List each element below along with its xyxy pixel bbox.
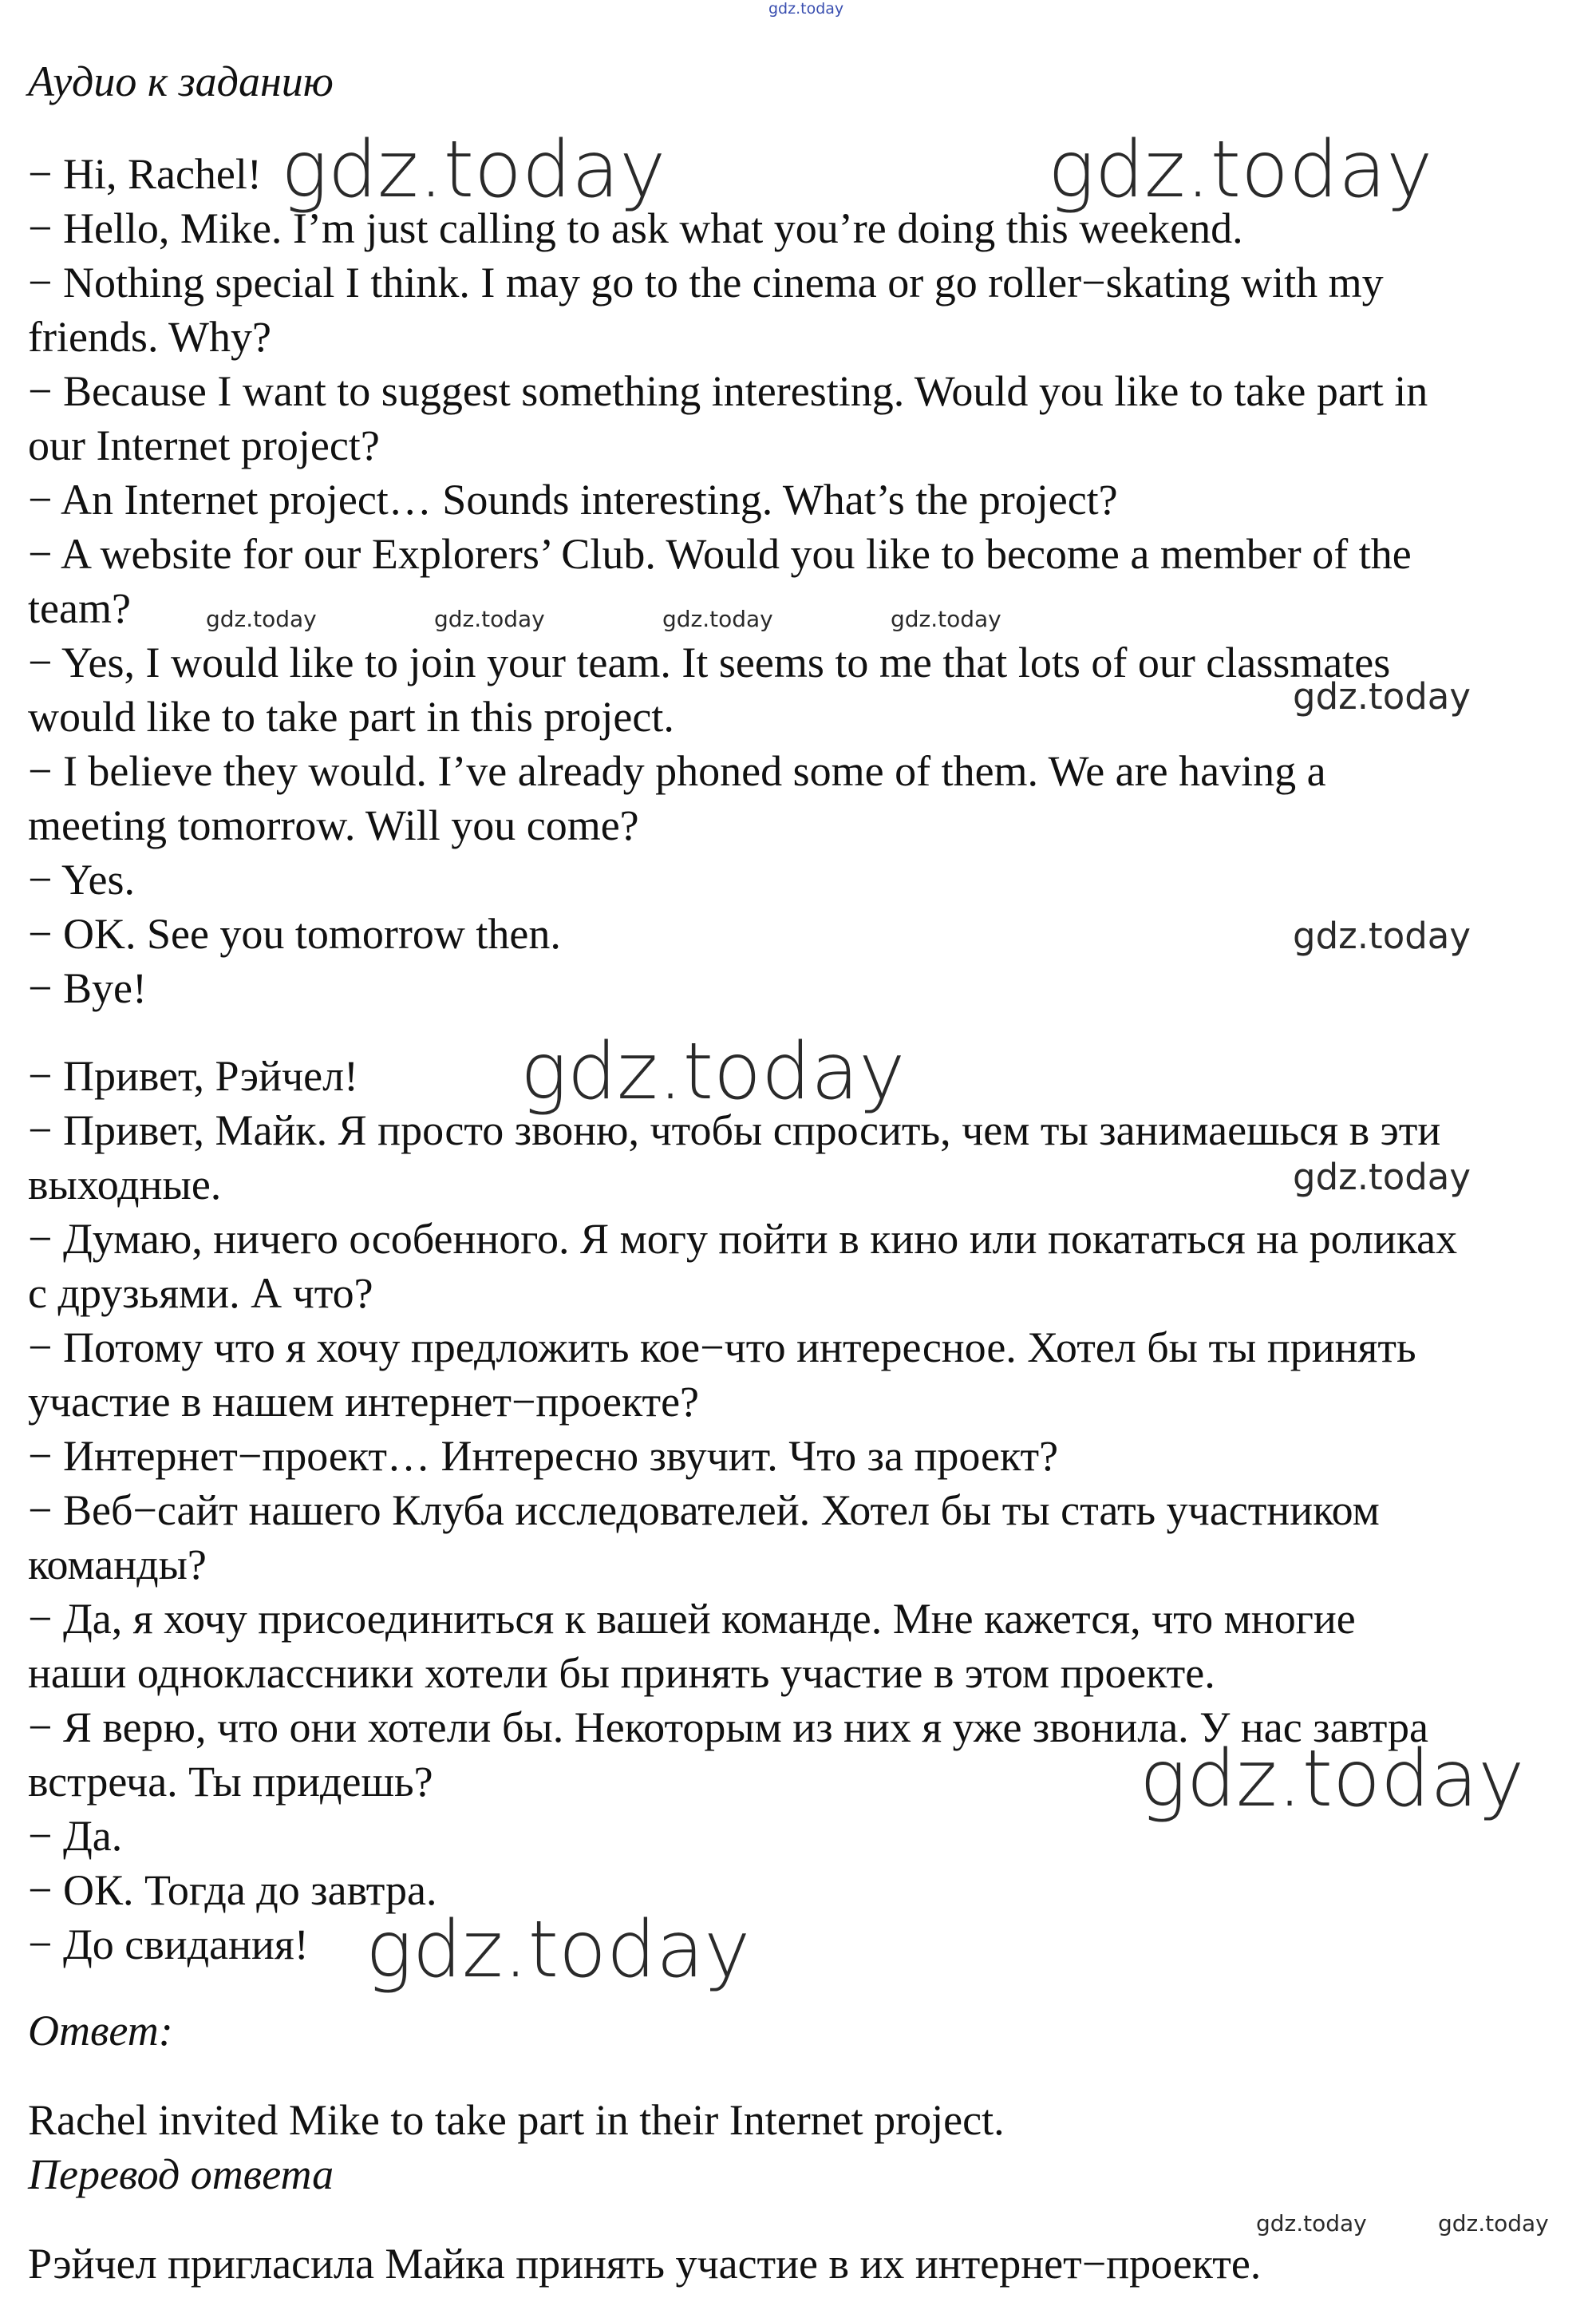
dialogue-line-ru: − Да, я хочу присоединиться к вашей команде. Мне кажется, что многие xyxy=(28,1595,1356,1643)
dialogue-line-en: meeting tomorrow. Will you come? xyxy=(28,801,639,849)
watermark: gdz.today xyxy=(520,1026,906,1117)
dialogue-line-en: − I believe they would. I’ve already phoned some of them. We are having a xyxy=(28,747,1326,795)
dialogue-line-en: − Because I want to suggest something interesting. Would you like to take part in xyxy=(28,367,1428,415)
dialogue-line-ru: − Да. xyxy=(28,1812,123,1860)
dialogue-line-en: our Internet project? xyxy=(28,421,380,469)
dialogue-line-ru: − Думаю, ничего особенного. Я могу пойти в кино или покататься на роликах xyxy=(28,1215,1458,1263)
translation-text: Рэйчел пригласила Майка принять участие в их интернет−проекте. xyxy=(28,2240,1262,2288)
dialogue-line-ru: с друзьями. А что? xyxy=(28,1269,373,1317)
watermark: gdz.today xyxy=(206,606,317,632)
watermark: gdz.today xyxy=(1293,1156,1472,1198)
dialogue-line-ru: − Интернет−проект… Интересно звучит. Что за проект? xyxy=(28,1432,1059,1480)
dialogue-line-en: − OK. See you tomorrow then. xyxy=(28,910,561,958)
dialogue-line-en: − A website for our Explorers’ Club. Would you like to become a member of the xyxy=(28,530,1412,578)
dialogue-line-ru: участие в нашем интернет−проекте? xyxy=(28,1378,700,1426)
watermark: gdz.today xyxy=(365,1904,751,1995)
watermark: gdz.today xyxy=(1438,2210,1549,2237)
watermark: gdz.today xyxy=(662,606,773,632)
dialogue-line-en: team? xyxy=(28,584,131,632)
dialogue-line-ru: − Потому что я хочу предложить кое−что интересное. Хотел бы ты принять xyxy=(28,1323,1416,1371)
translation-label: Перевод ответа xyxy=(28,2150,334,2198)
dialogue-line-en: − Hello, Mike. I’m just calling to ask what you’re doing this weekend. xyxy=(28,204,1243,252)
watermark: gdz.today xyxy=(434,606,545,632)
watermark: gdz.today xyxy=(1293,915,1472,957)
dialogue-line-en: − Bye! xyxy=(28,964,147,1012)
dialogue-line-ru: − Привет, Майк. Я просто звоню, чтобы спросить, чем ты занимаешься в эти xyxy=(28,1106,1441,1154)
dialogue-line-en: − Yes. xyxy=(28,856,136,904)
watermark: gdz.today xyxy=(1140,1734,1525,1825)
watermark: gdz.today xyxy=(1256,2210,1367,2237)
dialogue-line-en: − Hi, Rachel! xyxy=(28,150,262,198)
audio-label: Аудио к заданию xyxy=(28,57,334,105)
dialogue-line-ru: команды? xyxy=(28,1541,207,1588)
dialogue-line-en: would like to take part in this project. xyxy=(28,693,674,741)
dialogue-line-ru: наши одноклассники хотели бы принять участие в этом проекте. xyxy=(28,1649,1215,1697)
dialogue-line-ru: − Веб−сайт нашего Клуба исследователей. Хотел бы ты стать участником xyxy=(28,1486,1380,1534)
dialogue-line-ru: встреча. Ты придешь? xyxy=(28,1758,433,1806)
dialogue-line-en: − Yes, I would like to join your team. It seems to me that lots of our classmates xyxy=(28,639,1391,686)
dialogue-line-ru: − До свидания! xyxy=(28,1920,309,1968)
watermark: gdz.today xyxy=(281,125,666,216)
dialogue-line-en: friends. Why? xyxy=(28,313,271,361)
answer-text: Rachel invited Mike to take part in their Internet project. xyxy=(28,2096,1005,2144)
dialogue-line-ru: − Я верю, что они хотели бы. Некоторым из них я уже звонила. У нас завтра xyxy=(28,1703,1428,1751)
answer-label: Ответ: xyxy=(28,2007,173,2055)
dialogue-line-ru: − Привет, Рэйчел! xyxy=(28,1052,359,1100)
dialogue-line-en: − Nothing special I think. I may go to the cinema or go roller−skating with my xyxy=(28,259,1384,307)
watermark: gdz.today xyxy=(1048,125,1433,216)
watermark-top: gdz.today xyxy=(768,0,844,18)
dialogue-line-en: − An Internet project… Sounds interesting. What’s the project? xyxy=(28,476,1118,524)
dialogue-line-ru: − ОК. Тогда до завтра. xyxy=(28,1866,437,1914)
dialogue-line-ru: выходные. xyxy=(28,1161,222,1208)
watermark: gdz.today xyxy=(891,606,1001,632)
watermark: gdz.today xyxy=(1293,675,1472,718)
